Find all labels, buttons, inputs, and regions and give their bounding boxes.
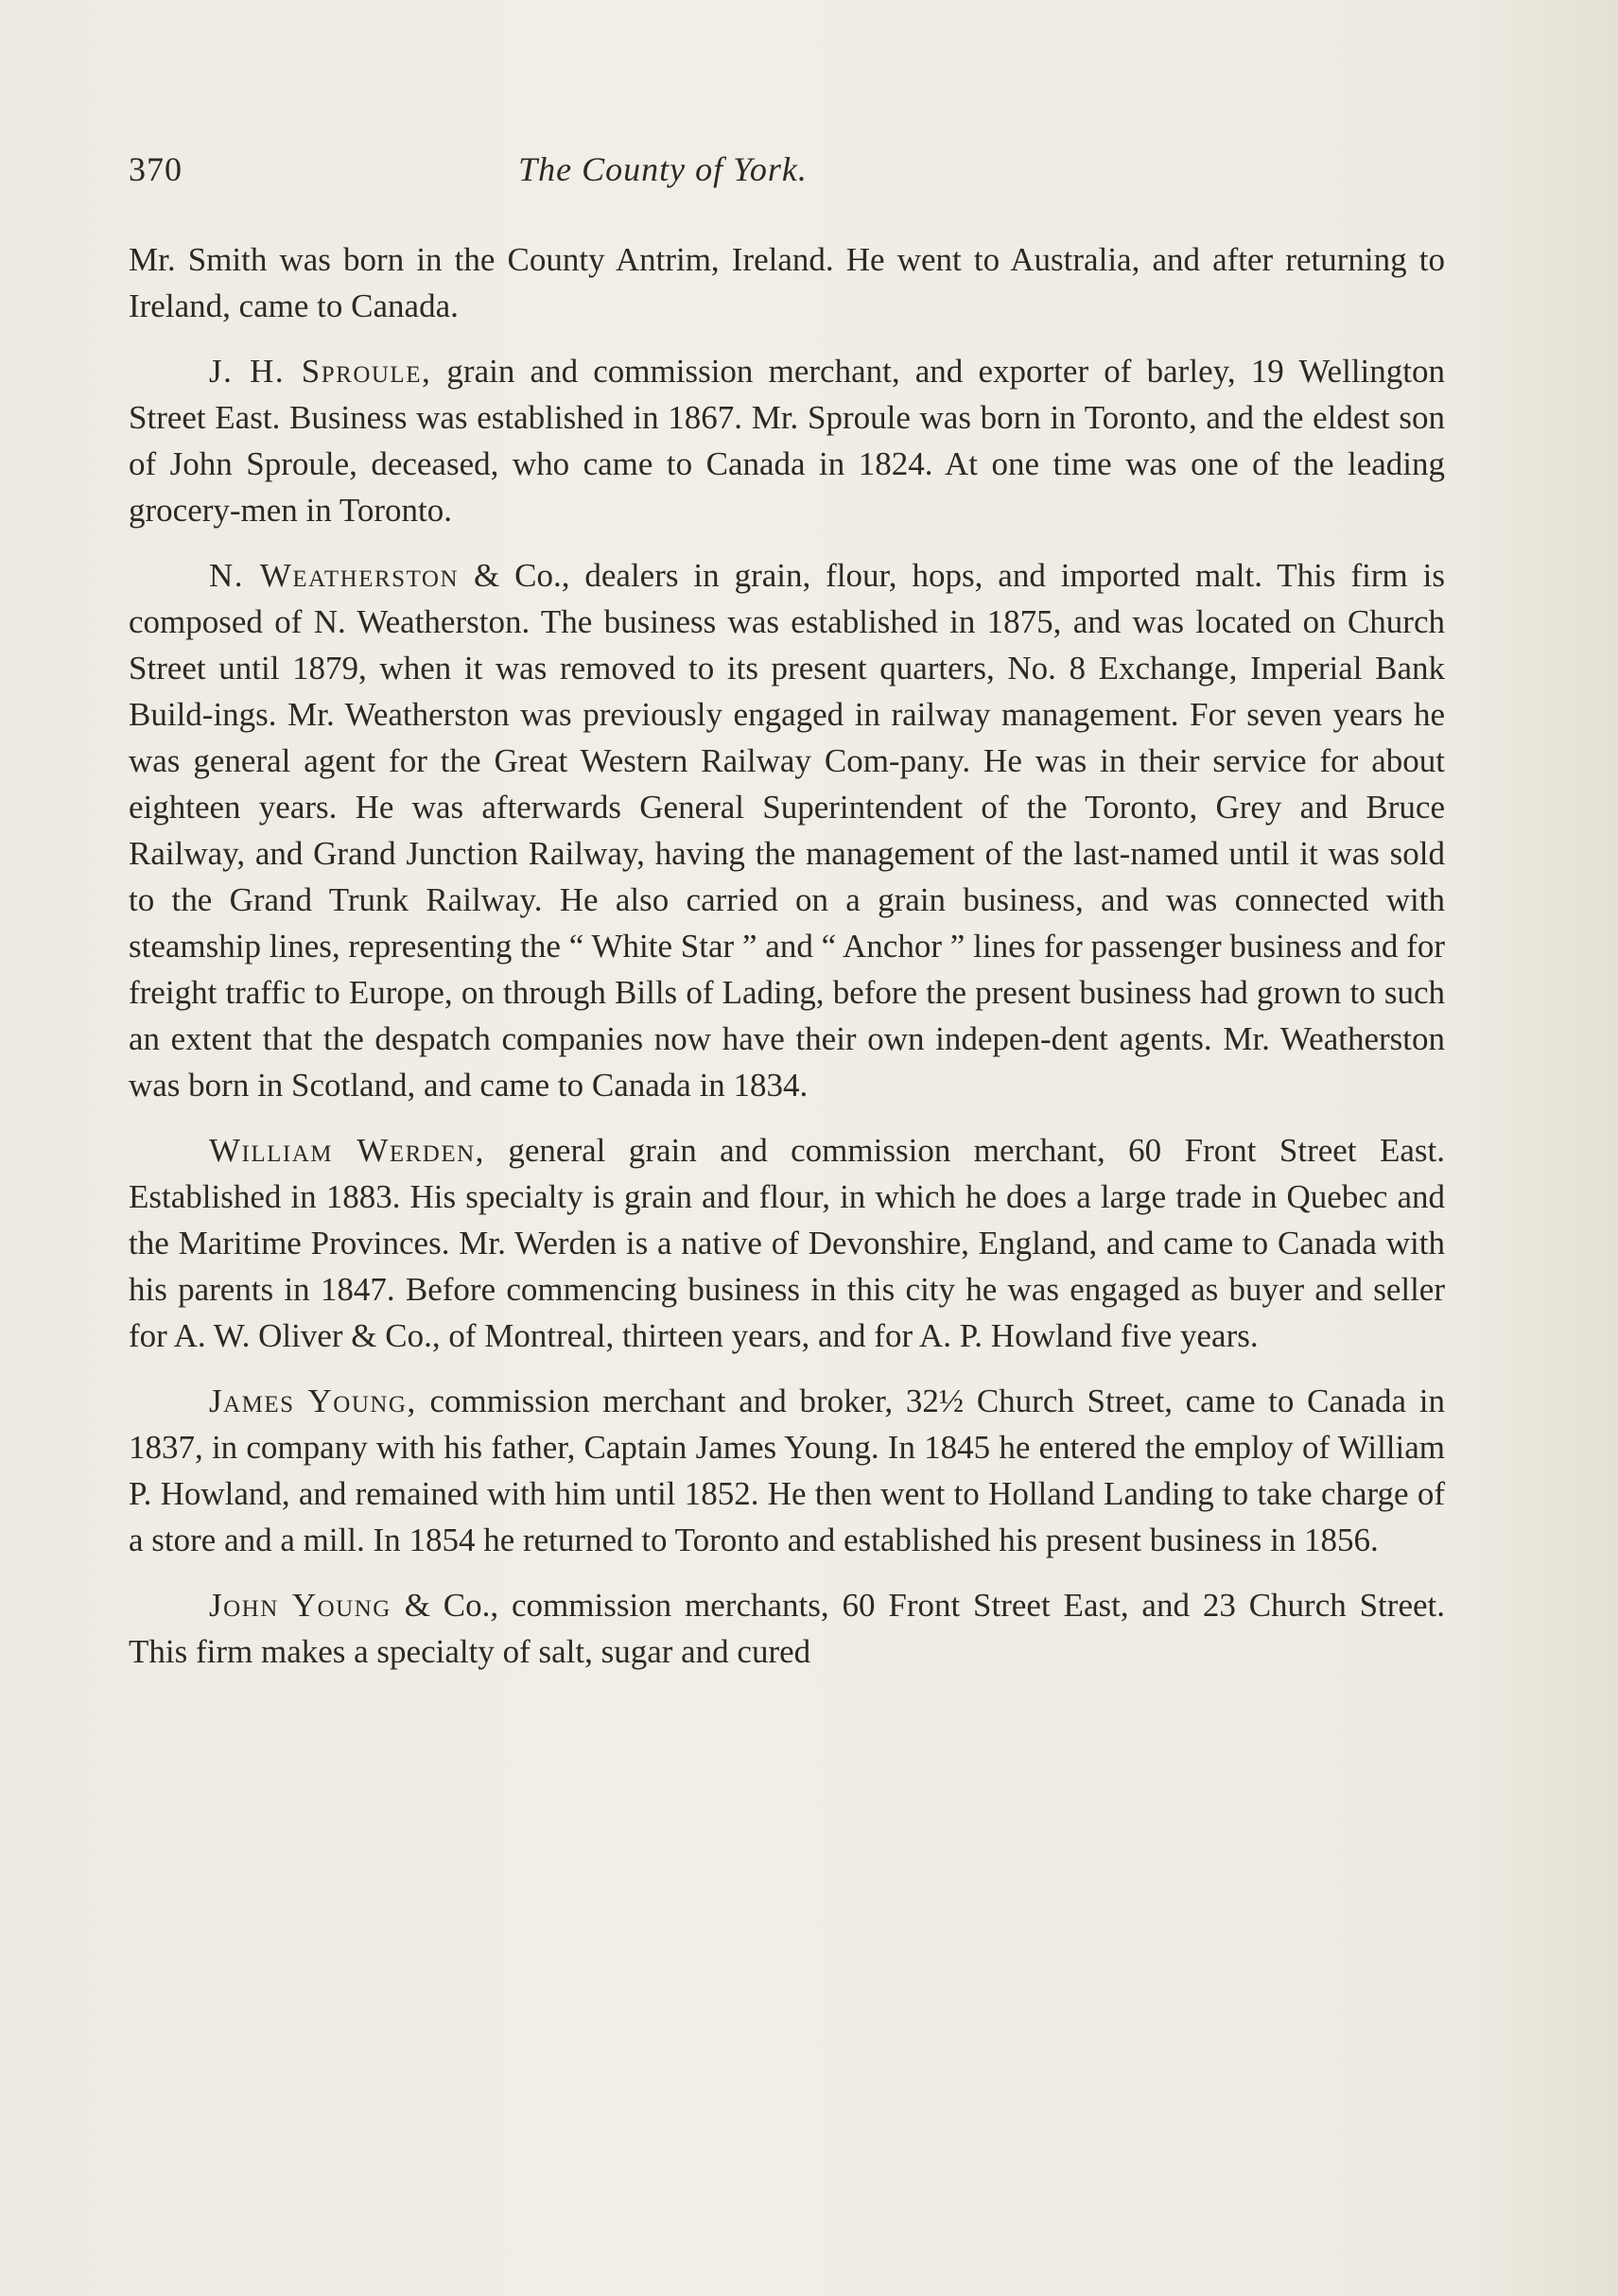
paragraph-sproule [129,348,1445,533]
paragraph-text: general grain and commission merchant, 60 Front Street East. Established in 1883. His specialty is grain and flour, in which he does a large trade in Quebec and the Maritime Provinces. Mr. Werden is a native of Devonshire, England, and came to Canada with his parents in 1847. Before commencing business in this city he was engaged as buyer and seller for A. W. Oliver & Co., of Montreal, thirteen years, and for A. P. Howland five years. [129,1132,1445,1354]
paragraph-james-young [129,1378,1445,1563]
page-header [129,149,1445,197]
paragraph-smith [129,236,1445,329]
paragraph-text: commission merchant and broker, 32½ Church Street, came to Canada in 1837, in company with his father, Captain James Young. In 1845 he entered the employ of William P. Howland, and remained with him until 1852. He then went to Holland Landing to take charge of a store and a mill. In 1854 he returned to Toronto and established his present business in 1856. [129,1383,1445,1558]
running-title: The County of York. [518,150,808,188]
paragraph-weatherston [129,552,1445,1108]
paragraph-text: & Co., dealers in grain, flour, hops, and imported malt. This firm is composed of N. Weatherston. The business was established in 1875, and was located on Church Street until 1879, when it was removed to its present quarters, No. 8 Exchange, Imperial Bank Build-ings. Mr. Weatherston was previously engaged in railway management. For seven years he was general agent for the Great Western Railway Com-pany. He was in their service for about eighteen years. He was afterwards General Superintendent of the Toronto, Grey and Bruce Railway, and Grand Junction Railway, having the management of the last-named until it was sold to the Grand Trunk Railway. He also carried on a grain business, and was connected with steamship lines, representing the “ White Star ” and “ Anchor ” lines for passenger business and for freight traffic to Europe, on through Bills of Lading, before the present business had grown to such an extent that the despatch companies now have their own indepen-dent agents. Mr. Weatherston was born in Scotland, and came to Canada in 1834. [129,557,1445,1104]
paragraph-text: & Co., commission merchants, 60 Front Street East, and 23 Church Street. This firm makes a specialty of salt, sugar and cured [129,1587,1445,1670]
page-number: 370 [129,150,183,188]
paragraph-text: grain and commission merchant, and exporter of barley, 19 Wellington Street East. Business was established in 1867. Mr. Sproule was born in Toronto, and the eldest son of John Sproule, deceased, who came to Canada in 1824. At one time was one of the leading grocery-men in Toronto. [129,353,1445,529]
body-text [129,236,1445,1694]
entry-name: John Young [209,1587,391,1624]
paragraph-text: Mr. Smith was born in the County Antrim, Ireland. He went to Australia, and after returning to Ireland, came to Canada. [129,241,1445,324]
entry-name: N. Weatherston [209,557,460,594]
entry-name: James Young, [209,1383,417,1419]
paragraph-john-young [129,1582,1445,1675]
paragraph-werden [129,1127,1445,1359]
entry-name: William Werden, [209,1132,485,1169]
entry-name: J. H. Sproule, [209,353,432,390]
